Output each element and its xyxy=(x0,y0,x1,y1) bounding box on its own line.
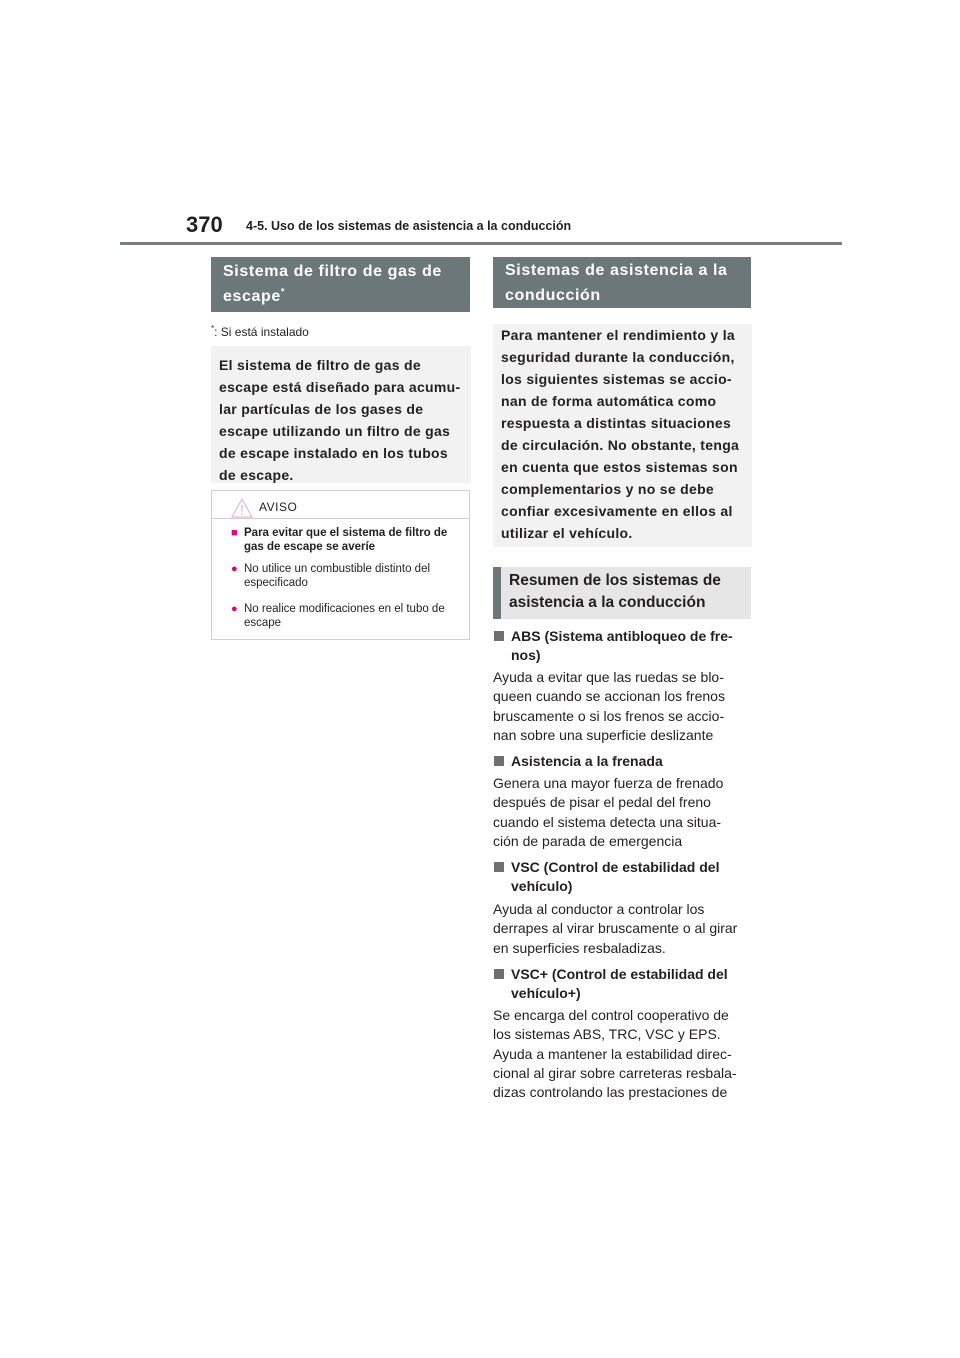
warning-bullet-text: No realice modificaciones en el tubo de escape xyxy=(244,603,445,629)
header-divider xyxy=(120,242,842,245)
body-line: Ayuda a mantener la estabilidad direc- xyxy=(493,1045,732,1062)
body-line: en superficies resbaladizas. xyxy=(493,939,666,956)
warning-label: AVISO xyxy=(259,500,298,514)
feature-body-brake-assist xyxy=(493,774,751,851)
subsection-heading-summary xyxy=(493,567,751,619)
intro-line: lar partículas de los gases de xyxy=(219,401,424,417)
page-number: 370 xyxy=(186,212,223,237)
square-bullet-icon xyxy=(494,969,504,979)
warning-box xyxy=(211,490,470,640)
footnote xyxy=(211,324,309,339)
square-bullet-icon: ■ xyxy=(231,527,238,539)
body-line: Ayuda a evitar que las ruedas se blo- xyxy=(493,669,724,685)
feature-title-brake-assist xyxy=(493,752,751,771)
feature-title-vsc-plus xyxy=(493,965,751,1003)
footnote-marker: * xyxy=(211,324,215,333)
body-line: ción de parada de emergencia xyxy=(493,832,683,849)
feature-body-vsc xyxy=(493,900,751,958)
heading-line: asistencia a la conducción xyxy=(509,594,706,611)
body-line: Genera una mayor fuerza de frenado xyxy=(493,775,724,791)
circle-bullet-icon: ● xyxy=(231,603,238,615)
feature-title-line: vehículo) xyxy=(511,878,573,894)
footnote-text: : Si está instalado xyxy=(214,325,309,339)
heading-text: escape xyxy=(223,288,281,305)
intro-line: Para mantener el rendimiento y la xyxy=(501,327,735,343)
section-heading-exhaust-filter xyxy=(211,257,470,312)
heading-line: conducción xyxy=(505,287,601,304)
intro-line: confiar excesivamente en ellos al xyxy=(501,503,733,519)
intro-line: de circulación. No obstante, tenga xyxy=(501,437,740,453)
body-line: los sistemas ABS, TRC, VSC y EPS. xyxy=(493,1026,721,1043)
feature-title-line: nos) xyxy=(511,647,541,663)
warning-bullet xyxy=(231,602,463,630)
intro-line: utilizar el vehículo. xyxy=(501,525,633,541)
heading-line: Sistema de filtro de gas de xyxy=(223,263,442,280)
intro-line: los siguientes sistemas se accio- xyxy=(501,371,732,387)
feature-body-abs xyxy=(493,668,751,745)
warning-bullet-text: No utilice un combustible distinto del especificado xyxy=(244,563,431,589)
intro-line: escape está diseñado para acumu- xyxy=(219,379,461,395)
body-line: queen cuando se accionan los frenos xyxy=(493,688,725,705)
warning-triangle-icon xyxy=(231,498,253,518)
section-heading-driving-assist xyxy=(493,257,751,308)
intro-line: seguridad durante la conducción, xyxy=(501,349,735,365)
body-line: después de pisar el pedal del freno xyxy=(493,794,711,811)
body-line: Se encarga del control cooperativo de xyxy=(493,1007,729,1023)
footnote-marker: * xyxy=(280,286,285,297)
body-line: dizas controlando las prestaciones de xyxy=(493,1084,728,1101)
body-line: nan sobre una superficie deslizante xyxy=(493,726,714,743)
heading-line: Resumen de los sistemas de xyxy=(509,572,721,589)
intro-line: en cuenta que estos sistemas son xyxy=(501,459,738,475)
heading-line xyxy=(223,284,458,309)
intro-line: El sistema de filtro de gas de xyxy=(219,357,421,373)
feature-title-line: ABS (Sistema antibloqueo de fre- xyxy=(511,628,733,644)
feature-title-line: vehículo+) xyxy=(511,985,581,1001)
body-line: bruscamente o si los frenos se accio- xyxy=(493,707,725,724)
square-bullet-icon xyxy=(494,631,504,641)
feature-title-line: Asistencia a la frenada xyxy=(511,753,663,769)
heading-line: Sistemas de asistencia a la xyxy=(505,262,728,279)
feature-title-vsc xyxy=(493,858,751,896)
warning-title xyxy=(231,526,463,554)
feature-title-abs xyxy=(493,627,751,665)
intro-line: nan de forma automática como xyxy=(501,393,717,409)
warning-title-text: Para evitar que el sistema de filtro de gas de escape se averíe xyxy=(244,527,448,553)
body-line: cuando el sistema detecta una situa- xyxy=(493,813,722,830)
square-bullet-icon xyxy=(494,756,504,766)
body-line: cional al girar sobre carreteras resbala- xyxy=(493,1064,737,1081)
circle-bullet-icon: ● xyxy=(231,563,238,575)
body-line: derrapes al virar bruscamente o al girar xyxy=(493,920,738,937)
warning-header xyxy=(212,491,469,519)
feature-title-line: VSC (Control de estabilidad del xyxy=(511,859,720,875)
square-bullet-icon xyxy=(494,862,504,872)
chapter-title: 4-5. Uso de los sistemas de asistencia a la conducción xyxy=(246,219,572,233)
intro-line: escape utilizando un filtro de gas xyxy=(219,423,451,439)
intro-line: respuesta a distintas situaciones xyxy=(501,415,732,431)
intro-box-driving-assist xyxy=(493,324,752,547)
intro-line: de escape instalado en los tubos xyxy=(219,445,448,461)
intro-line: de escape. xyxy=(219,467,294,483)
intro-box-exhaust-filter xyxy=(211,346,471,483)
intro-line: complementarios y no se debe xyxy=(501,481,715,497)
body-line: Ayuda al conductor a controlar los xyxy=(493,901,705,917)
warning-bullet xyxy=(231,562,463,590)
feature-body-vsc-plus xyxy=(493,1006,751,1102)
feature-title-line: VSC+ (Control de estabilidad del xyxy=(511,966,728,982)
